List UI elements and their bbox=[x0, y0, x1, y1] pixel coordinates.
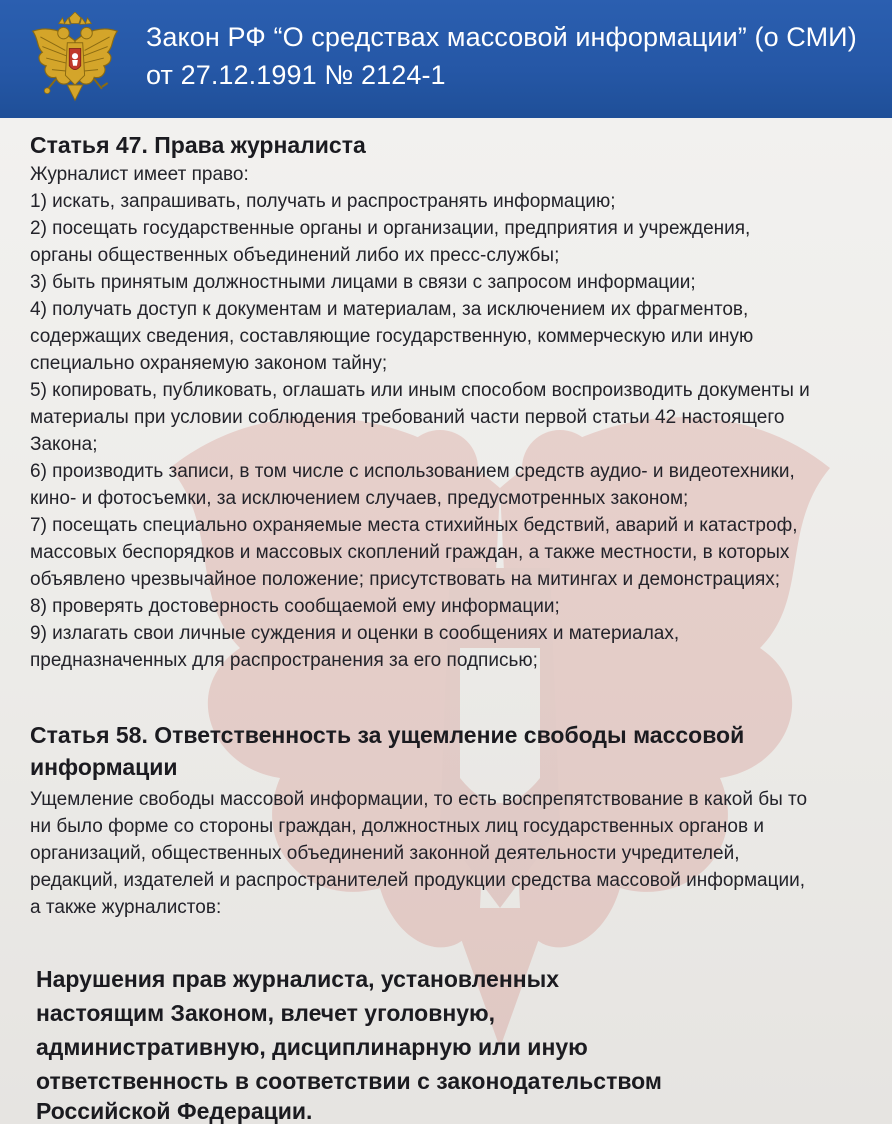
liability-notice-line: ответственность в соответствии с законодательством bbox=[36, 1068, 662, 1094]
article-47-line: объявлено чрезвычайное положение; присутствовать на митингах и демонстрациях; bbox=[30, 569, 781, 590]
article-47-line: 7) посещать специально охраняемые места стихийных бедствий, аварий и катастроф, bbox=[30, 515, 798, 536]
article-47-line: 2) посещать государственные органы и организации, предприятия и учреждения, bbox=[30, 218, 751, 239]
article-47-heading: Статья 47. Права журналиста bbox=[30, 132, 366, 158]
article-47-line: материалы при условии соблюдения требований части первой статьи 42 настоящего bbox=[30, 407, 785, 428]
article-47-line: кино- и фотосъемки, за исключением случаев, предусмотренных законом; bbox=[30, 488, 689, 509]
law-text bbox=[0, 118, 892, 1124]
article-47-line: предназначенных для распространения за его подписью; bbox=[30, 650, 538, 671]
article-47-line: специально охраняемую законом тайну; bbox=[30, 353, 388, 374]
article-47-line: 5) копировать, публиковать, оглашать или иным способом воспроизводить документы и bbox=[30, 380, 810, 401]
article-47-line: Закона; bbox=[30, 434, 98, 455]
law-title-line1: Закон РФ “О средствах массовой информации” (о СМИ) bbox=[146, 22, 857, 52]
article-47-line: массовых беспорядков и массовых скоплений граждан, а также местности, в которых bbox=[30, 542, 790, 563]
law-title-line2: от 27.12.1991 № 2124-1 bbox=[146, 60, 446, 90]
article-58-line: редакций, издателей и распространителей продукции средства массовой информации, bbox=[30, 870, 805, 891]
article-47-line: 4) получать доступ к документам и материалам, за исключением их фрагментов, bbox=[30, 299, 749, 320]
article-47-line: 3) быть принятым должностными лицами в связи с запросом информации; bbox=[30, 272, 696, 293]
article-47-line: органы общественных объединений либо их пресс-службы; bbox=[30, 245, 560, 266]
article-58-line: ни было форме со стороны граждан, должностных лиц государственных органов и bbox=[30, 816, 764, 837]
liability-notice-line: настоящим Законом, влечет уголовную, bbox=[36, 1000, 496, 1026]
article-47-line: 6) производить записи, в том числе с использованием средств аудио- и видеотехники, bbox=[30, 461, 795, 482]
article-58-line: организаций, общественных объединений законной деятельности учредителей, bbox=[30, 843, 740, 864]
article-58-heading: Статья 58. Ответственность за ущемление свободы массовой bbox=[30, 722, 745, 748]
article-47-line: содержащих сведения, составляющие государственную, коммерческую или иную bbox=[30, 326, 754, 347]
article-47-line: 8) проверять достоверность сообщаемой ему информации; bbox=[30, 596, 560, 617]
article-47-line: 9) излагать свои личные суждения и оценки в сообщениях и материалах, bbox=[30, 623, 680, 644]
document-body bbox=[0, 118, 892, 1124]
header-banner bbox=[0, 0, 892, 118]
liability-notice-line: Нарушения прав журналиста, установленных bbox=[36, 966, 560, 992]
liability-notice-line: Российской Федерации. bbox=[36, 1098, 313, 1124]
coat-of-arms-icon bbox=[26, 12, 124, 108]
article-47-line: Журналист имеет право: bbox=[30, 164, 249, 185]
law-title bbox=[146, 18, 857, 94]
article-58-line: а также журналистов: bbox=[30, 897, 222, 918]
article-58-heading-cont: информации bbox=[30, 754, 178, 780]
article-58-line: Ущемление свободы массовой информации, то есть воспрепятствование в какой бы то bbox=[30, 789, 808, 810]
liability-notice-line: административную, дисциплинарную или иную bbox=[36, 1034, 588, 1060]
article-47-line: 1) искать, запрашивать, получать и распространять информацию; bbox=[30, 191, 616, 212]
